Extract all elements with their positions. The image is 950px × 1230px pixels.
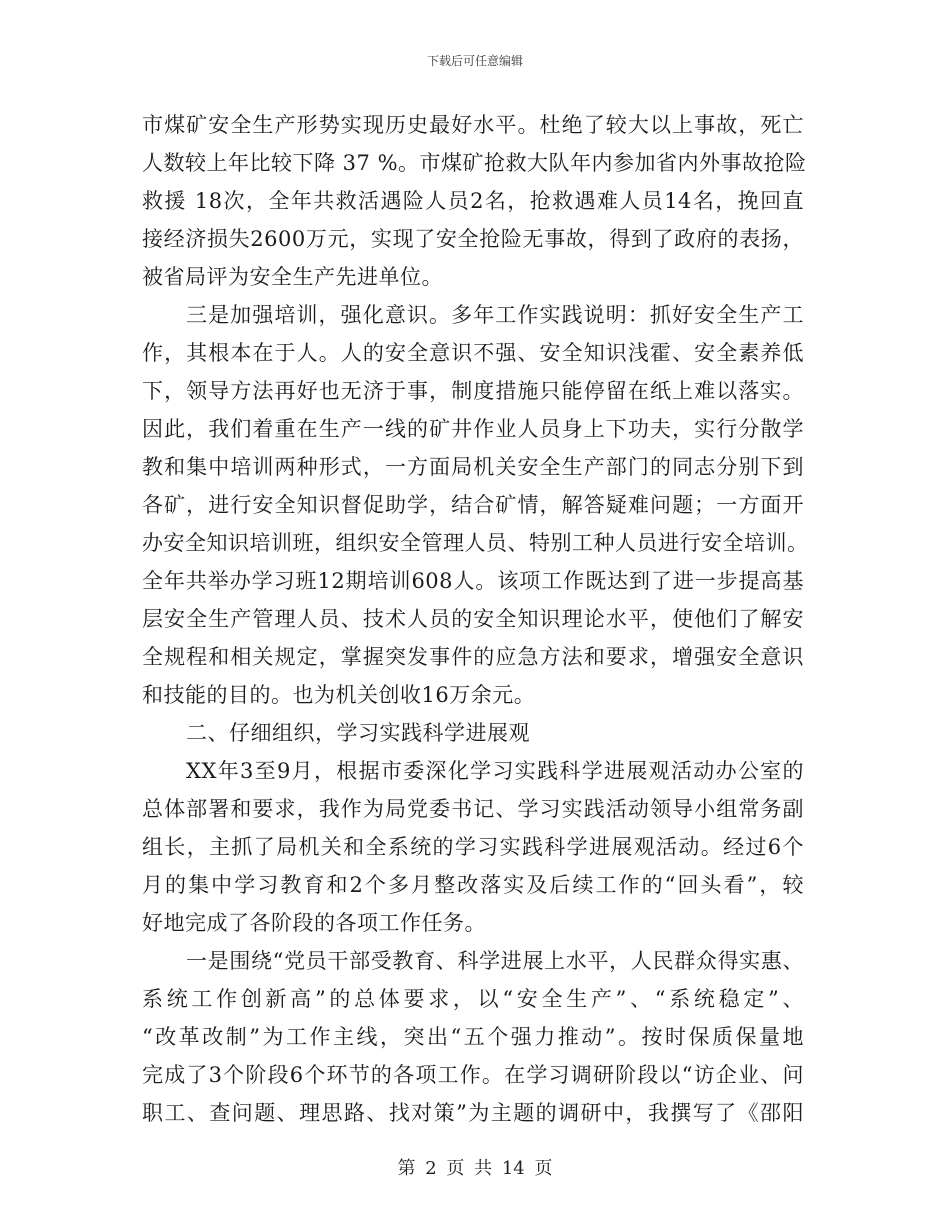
text-line: 职工、查问题、理思路、找对策”为主题的调研中，我撰写了《邵阳: [142, 1101, 804, 1125]
document-body: [142, 106, 809, 1132]
text-line: 二、仔细组织，学习实践科学进展观: [186, 721, 530, 745]
text-line: 月的集中学习教育和2个多月整改落实及后续工作的“回头看”，较: [142, 873, 804, 897]
text-line: 教和集中培训两种形式，一方面局机关安全生产部门的同志分别下到: [142, 455, 804, 479]
text-line: “改革改制”为工作主线，突出“五个强力推动”。按时保质保量地: [142, 1025, 804, 1049]
text-line: 和技能的目的。也为机关创收16万余元。: [142, 683, 536, 707]
text-line: 人数较上年比较下降 37 %。市煤矿抢救大队年内参加省内外事故抢险: [142, 151, 807, 175]
text-line: 救援 18次，全年共救活遇险人员2名，抢救遇难人员14名，挽回直: [142, 189, 804, 213]
page-header: 下载后可任意编辑: [426, 54, 523, 68]
text-line: 全规程和相关规定，掌握突发事件的应急方法和要求，增强安全意识: [142, 645, 804, 669]
text-line: 一是围绕“党员干部受教育、科学进展上水平，人民群众得实惠、: [186, 949, 804, 973]
page-number-footer: 第 2 页 共 14 页: [397, 1158, 553, 1179]
text-line: 层安全生产管理人员、技术人员的安全知识理论水平，使他们了解安: [142, 607, 804, 631]
text-line: XX年3至9月，根据市委深化学习实践科学进展观活动办公室的: [186, 759, 804, 783]
text-line: 作，其根本在于人。人的安全意识不强、安全知识浅霍、安全素养低: [142, 341, 804, 365]
text-line: 被省局评为安全生产先进单位。: [142, 265, 443, 289]
text-line: 三是加强培训，强化意识。多年工作实践说明：抓好安全生产工: [186, 303, 804, 327]
text-line: 因此，我们着重在生产一线的矿井作业人员身上下功夫，实行分散学: [142, 417, 804, 441]
text-line: 好地完成了各阶段的各项工作任务。: [142, 911, 486, 935]
text-line: 系统工作创新高”的总体要求，以“安全生产”、“系统稳定”、: [142, 987, 804, 1011]
text-line: 完成了3个阶段6个环节的各项工作。在学习调研阶段以“访企业、问: [142, 1063, 804, 1087]
text-line: 下，领导方法再好也无济于事，制度措施只能停留在纸上难以落实。: [142, 379, 804, 403]
text-line: 总体部署和要求，我作为局党委书记、学习实践活动领导小组常务副: [142, 797, 804, 821]
text-line: 市煤矿安全生产形势实现历史最好水平。杜绝了较大以上事故，死亡: [142, 113, 804, 137]
text-line: 组长，主抓了局机关和全系统的学习实践科学进展观活动。经过6个: [142, 835, 804, 859]
text-line: 接经济损失2600万元，实现了安全抢险无事故，得到了政府的表扬，: [142, 227, 804, 251]
text-line: 全年共举办学习班12期培训608人。该项工作既达到了进一步提高基: [142, 569, 804, 593]
text-line: 各矿，进行安全知识督促助学，结合矿情，解答疑难问题；一方面开: [142, 493, 804, 517]
text-line: 办安全知识培训班，组织安全管理人员、特别工种人员进行安全培训。: [142, 531, 809, 555]
